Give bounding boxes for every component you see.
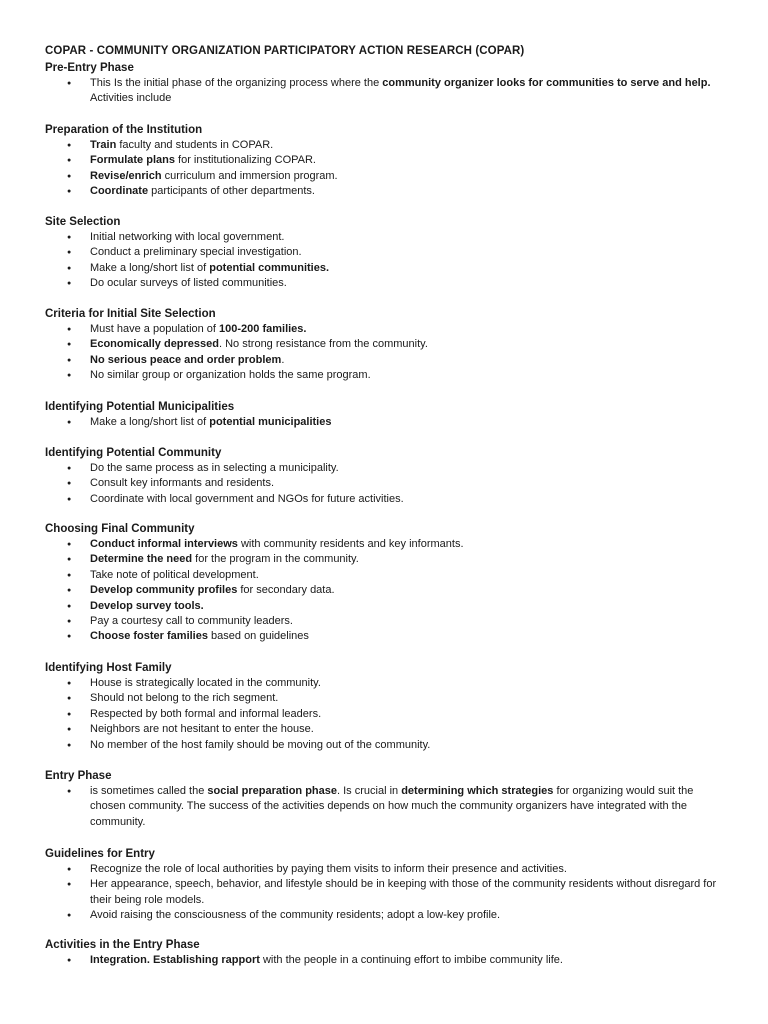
bold-text: Revise/enrich xyxy=(90,169,162,182)
list-item xyxy=(45,492,730,507)
text-run: Activities include xyxy=(90,92,172,105)
text-run: This Is the initial phase of the organizing process where the xyxy=(90,77,383,89)
text-run: with community residents and key informants. xyxy=(237,538,464,550)
bullet-list xyxy=(45,230,730,292)
text-run: Make a long/short list of xyxy=(90,416,210,428)
list-item xyxy=(45,169,730,184)
section-heading: Identifying Potential Municipalities xyxy=(45,401,235,413)
text-run: Consult key informants and residents. xyxy=(90,477,275,490)
bold-text: Train xyxy=(90,139,117,151)
text-run: . No strong resistance from the community. xyxy=(219,338,428,351)
list-item xyxy=(45,877,730,908)
bullet-list xyxy=(45,676,730,753)
text-run: Recognize the role of local authorities by paying them visits to inform their presence and activities. xyxy=(90,863,567,875)
list-item xyxy=(45,184,730,199)
bullet-list xyxy=(45,322,730,384)
list-item xyxy=(45,568,730,583)
list-item xyxy=(45,691,730,706)
text-run: Avoid raising the consciousness of the community residents; adopt a low-key profile. xyxy=(90,909,501,922)
section xyxy=(45,306,730,384)
bold-text: Formulate plans xyxy=(90,154,175,167)
section-heading: Identifying Potential Community xyxy=(45,447,222,459)
list-item xyxy=(45,415,730,430)
section xyxy=(45,445,730,507)
bold-text: Conduct informal interviews xyxy=(90,538,238,550)
text-run: Initial networking with local government. xyxy=(90,231,285,243)
text-run: Her appearance, speech, behavior, and lifestyle should be in keeping with those of the community residents without disregard for their being role models. xyxy=(90,878,717,906)
list-item xyxy=(45,707,730,722)
text-run: for the program in the community. xyxy=(192,553,359,566)
list-item xyxy=(45,784,730,830)
bold-text: potential municipalities xyxy=(209,416,332,428)
section-heading: Identifying Host Family xyxy=(45,662,172,674)
bold-text: Develop community profiles xyxy=(90,584,238,597)
list-item xyxy=(45,245,730,260)
text-run: Take note of political development. xyxy=(90,568,259,581)
list-item xyxy=(45,337,730,352)
text-run: with the people in a continuing effort to imbibe community life. xyxy=(259,954,563,966)
list-item xyxy=(45,722,730,737)
page-title: COPAR - COMMUNITY ORGANIZATION PARTICIPATORY ACTION RESEARCH (COPAR) xyxy=(45,45,525,57)
section-heading: Guidelines for Entry xyxy=(45,848,155,860)
text-run: Do ocular surveys of listed communities. xyxy=(90,277,287,290)
text-run: based on guidelines xyxy=(207,630,309,643)
list-item xyxy=(45,353,730,368)
list-item xyxy=(45,153,730,168)
bold-text: potential communities. xyxy=(209,261,330,274)
section xyxy=(45,214,730,292)
bullet-list xyxy=(45,784,730,830)
bullet-list xyxy=(45,461,730,507)
bullet-list xyxy=(45,415,730,430)
list-item xyxy=(45,738,730,753)
section-heading: Site Selection xyxy=(45,216,121,228)
text-run: faculty and students in COPAR. xyxy=(116,139,274,151)
text-run: Neighbors are not hesitant to enter the house. xyxy=(90,723,314,736)
bold-text: Choose foster families xyxy=(90,630,208,643)
bold-text: No serious peace and order problem xyxy=(90,353,282,366)
text-run: Pay a courtesy call to community leaders. xyxy=(90,615,293,628)
list-item xyxy=(45,614,730,629)
text-run: for institutionalizing COPAR. xyxy=(174,154,316,167)
text-run: for secondary data. xyxy=(237,584,335,597)
text-run: for organizing would suit the chosen community. The success of the activities depends on how much the community organizers have integrated with the community. xyxy=(90,785,694,828)
list-item xyxy=(45,276,730,291)
bullet-list xyxy=(45,862,730,924)
bold-text: Integration. Establishing rapport xyxy=(90,954,260,966)
section xyxy=(45,846,730,924)
list-item xyxy=(45,908,730,923)
text-run: is sometimes called the xyxy=(90,785,208,797)
list-item xyxy=(45,76,730,107)
text-run: Conduct a preliminary special investigation. xyxy=(90,246,302,259)
text-run: . xyxy=(281,353,285,366)
text-run: . Is crucial in xyxy=(337,785,402,797)
list-item xyxy=(45,138,730,153)
list-item xyxy=(45,599,730,614)
list-item xyxy=(45,583,730,598)
text-run: Respected by both formal and informal leaders. xyxy=(90,707,322,720)
section xyxy=(45,521,730,645)
bullet-list xyxy=(45,138,730,200)
text-run: House is strategically located in the community. xyxy=(90,677,321,689)
text-run: No member of the host family should be moving out of the community. xyxy=(90,738,431,751)
text-run: Should not belong to the rich segment. xyxy=(90,692,279,705)
section xyxy=(45,768,730,830)
text-run: Must have a population of xyxy=(90,323,220,335)
list-item xyxy=(45,230,730,245)
list-item xyxy=(45,322,730,337)
list-item xyxy=(45,461,730,476)
list-item xyxy=(45,476,730,491)
text-run: Do the same process as in selecting a municipality. xyxy=(90,462,339,474)
bullet-list xyxy=(45,537,730,645)
bold-text: determining which strategies xyxy=(401,785,554,797)
text-run: No similar group or organization holds the same program. xyxy=(90,369,371,382)
section-heading: Entry Phase xyxy=(45,770,112,782)
text-run: curriculum and immersion program. xyxy=(161,169,338,182)
text-run: Make a long/short list of xyxy=(90,261,210,274)
bold-text: social preparation phase xyxy=(207,785,337,797)
list-item xyxy=(45,368,730,383)
bold-text: Economically depressed xyxy=(90,338,219,351)
bold-text: community organizer looks for communities to serve and help. xyxy=(382,77,711,89)
section xyxy=(45,399,730,430)
text-run: participants of other departments. xyxy=(148,185,315,198)
bullet-list xyxy=(45,953,730,968)
bullet-list xyxy=(45,76,730,107)
section xyxy=(45,660,730,753)
list-item xyxy=(45,537,730,552)
section-heading: Pre-Entry Phase xyxy=(45,62,134,74)
section-heading: Criteria for Initial Site Selection xyxy=(45,308,216,320)
list-item xyxy=(45,552,730,567)
bold-text: Determine the need xyxy=(90,553,193,566)
bold-text: Develop survey tools. xyxy=(90,599,204,612)
list-item xyxy=(45,261,730,276)
section-heading: Preparation of the Institution xyxy=(45,124,203,136)
list-item xyxy=(45,953,730,968)
section-heading: Activities in the Entry Phase xyxy=(45,939,200,951)
section-heading: Choosing Final Community xyxy=(45,523,195,535)
list-item xyxy=(45,629,730,644)
section xyxy=(45,122,730,200)
list-item xyxy=(45,676,730,691)
bold-text: 100-200 families. xyxy=(219,323,307,335)
list-item xyxy=(45,862,730,877)
text-run: Coordinate with local government and NGOs for future activities. xyxy=(90,492,404,505)
bold-text: Coordinate xyxy=(90,185,149,198)
section xyxy=(45,937,730,968)
section xyxy=(45,60,730,107)
